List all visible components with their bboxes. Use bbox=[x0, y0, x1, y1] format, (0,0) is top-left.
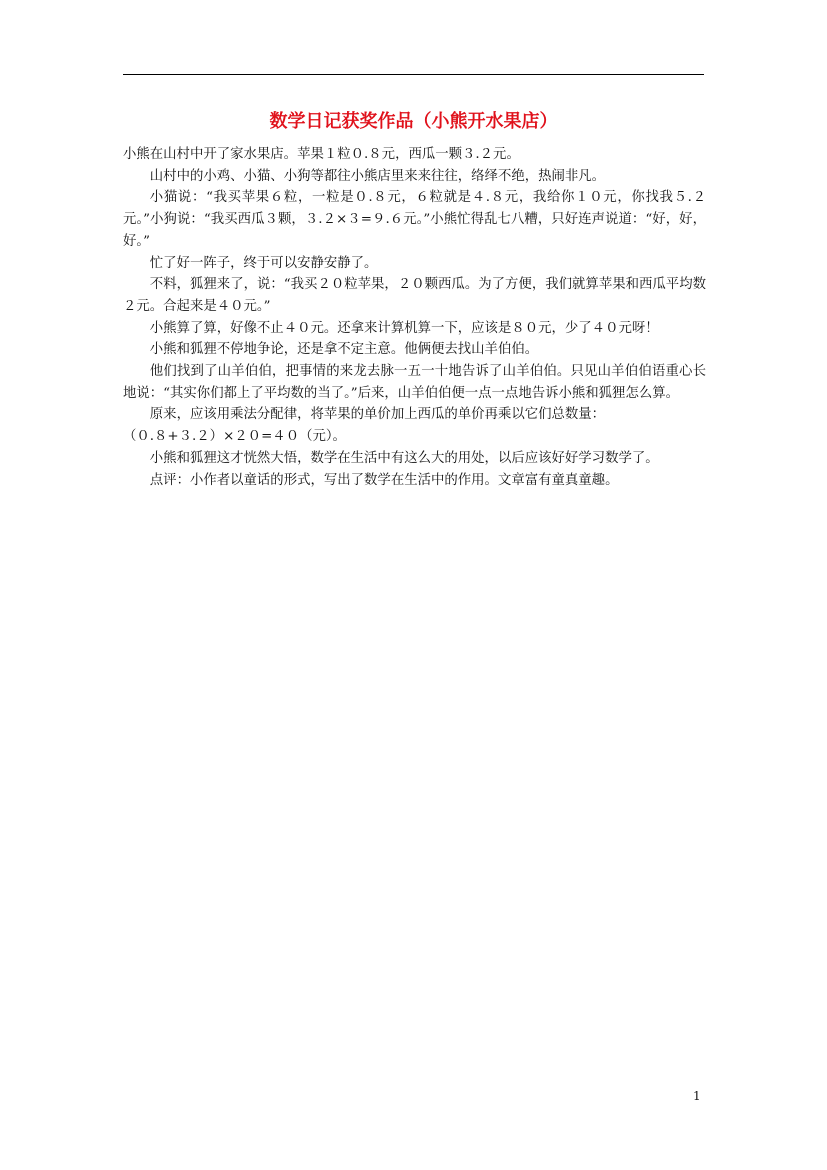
paragraph-10: 小熊和狐狸这才恍然大悟，数学在生活中有这么大的用处，以后应该好好学习数学了。 bbox=[149, 450, 659, 466]
paragraph-7: 小熊和狐狸不停地争论，还是拿不定主意。他俩便去找山羊伯伯。 bbox=[149, 342, 539, 358]
paragraph-5: 不料，狐狸来了，说：“我买２０粒苹果，２０颗西瓜。为了方便，我们就算苹果和西瓜平均数２元。合起来是４０元。” bbox=[123, 277, 706, 314]
header-rule bbox=[123, 74, 704, 75]
document-title: 数学日记获奖作品（小熊开水果店） bbox=[269, 111, 558, 132]
page-number: 1 bbox=[693, 1089, 701, 1103]
paragraph-9: 原来，应该用乘法分配律，将苹果的单价加上西瓜的单价再乘以它们总数量： bbox=[149, 407, 606, 423]
paragraph-4: 忙了好一阵子，终于可以安静安静了。 bbox=[149, 255, 378, 271]
paragraph-2: 山村中的小鸡、小猫、小狗等都往小熊店里来来往往，络绎不绝，热闹非凡。 bbox=[149, 168, 606, 184]
document-body bbox=[123, 144, 706, 491]
paragraph-1: 小熊在山村中开了家水果店。苹果１粒０.８元，西瓜一颗３.２元。 bbox=[123, 147, 520, 162]
comment-paragraph: 点评：小作者以童话的形式，写出了数学在生活中的作用。文章富有童真童趣。 bbox=[149, 472, 619, 488]
paragraph-3: 小猫说：“我买苹果６粒，一粒是０.８元，６粒就是４.８元，我给你１０元，你找我５.２元。”小狗说：“我买西瓜３颗，３.２×３=９.６元。”小熊忙得乱七八糟，只好连声说道：“好，好，好。” bbox=[123, 190, 706, 249]
formula-line: （０.８+３.２）×２０=４０（元）。 bbox=[123, 429, 346, 445]
paragraph-8: 他们找到了山羊伯伯，把事情的来龙去脉一五一十地告诉了山羊伯伯。只见山羊伯伯语重心长地说：“其实你们都上了平均数的当了。”后来，山羊伯伯便一点一点地告诉小熊和狐狸怎么算。 bbox=[123, 364, 706, 401]
paragraph-6: 小熊算了算，好像不止４０元。还拿来计算机算一下，应该是８０元，少了４０元呀！ bbox=[149, 320, 659, 336]
